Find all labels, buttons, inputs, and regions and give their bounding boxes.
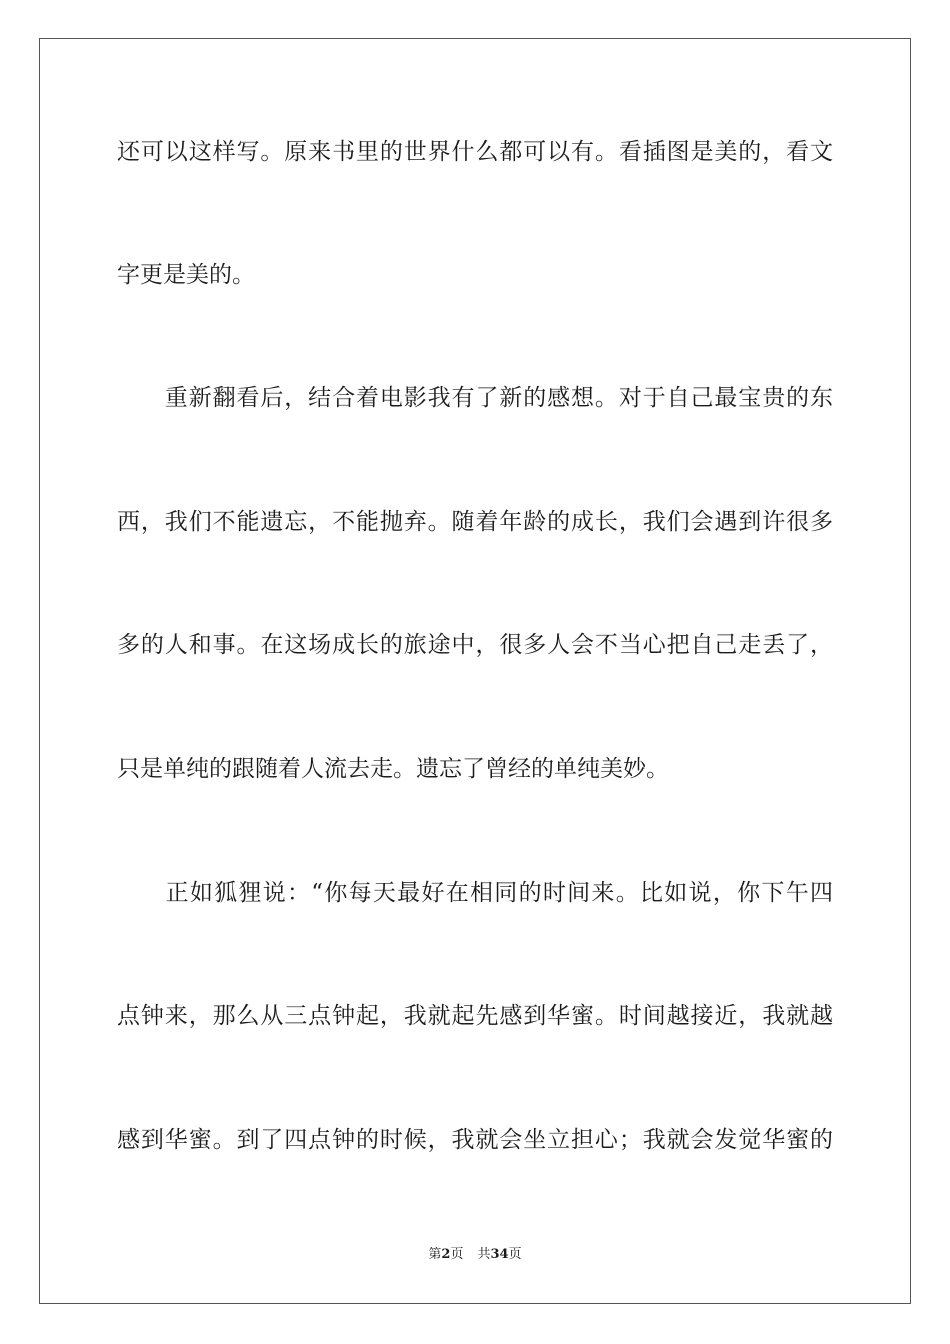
text-line-5: 多的人和事。在这场成长的旅途中，很多人会不当心把自己走丢了， — [117, 632, 833, 658]
page-footer — [0, 1246, 950, 1264]
total-pages: 34 — [490, 1247, 509, 1262]
text-line-8: 点钟来，那么从三点钟起，我就起先感到华蜜。时间越接近，我就越 — [117, 1003, 833, 1029]
text-line-4: 西，我们不能遗忘，不能抛弃。随着年龄的成长，我们会遇到许很多 — [117, 509, 833, 535]
total-prefix: 共 — [477, 1247, 491, 1262]
page-number: 2 — [441, 1247, 451, 1262]
total-suffix: 页 — [508, 1247, 522, 1262]
page-prefix: 第 — [428, 1247, 442, 1262]
text-line-1: 还可以这样写。原来书里的世界什么都可以有。看插图是美的，看文 — [117, 139, 833, 165]
page-border — [39, 38, 911, 1304]
text-line-6: 只是单纯的跟随着人流去走。遗忘了曾经的单纯美妙。 — [117, 756, 669, 782]
page-suffix: 页 — [450, 1247, 464, 1262]
text-line-2: 字更是美的。 — [117, 262, 255, 288]
text-line-3: 重新翻看后，结合着电影我有了新的感想。对于自己最宝贵的东 — [117, 385, 833, 411]
text-line-9: 感到华蜜。到了四点钟的时候，我就会坐立担心；我就会发觉华蜜的 — [117, 1127, 833, 1153]
text-line-7: 正如狐狸说：“你每天最好在相同的时间来。比如说，你下午四 — [117, 880, 833, 906]
